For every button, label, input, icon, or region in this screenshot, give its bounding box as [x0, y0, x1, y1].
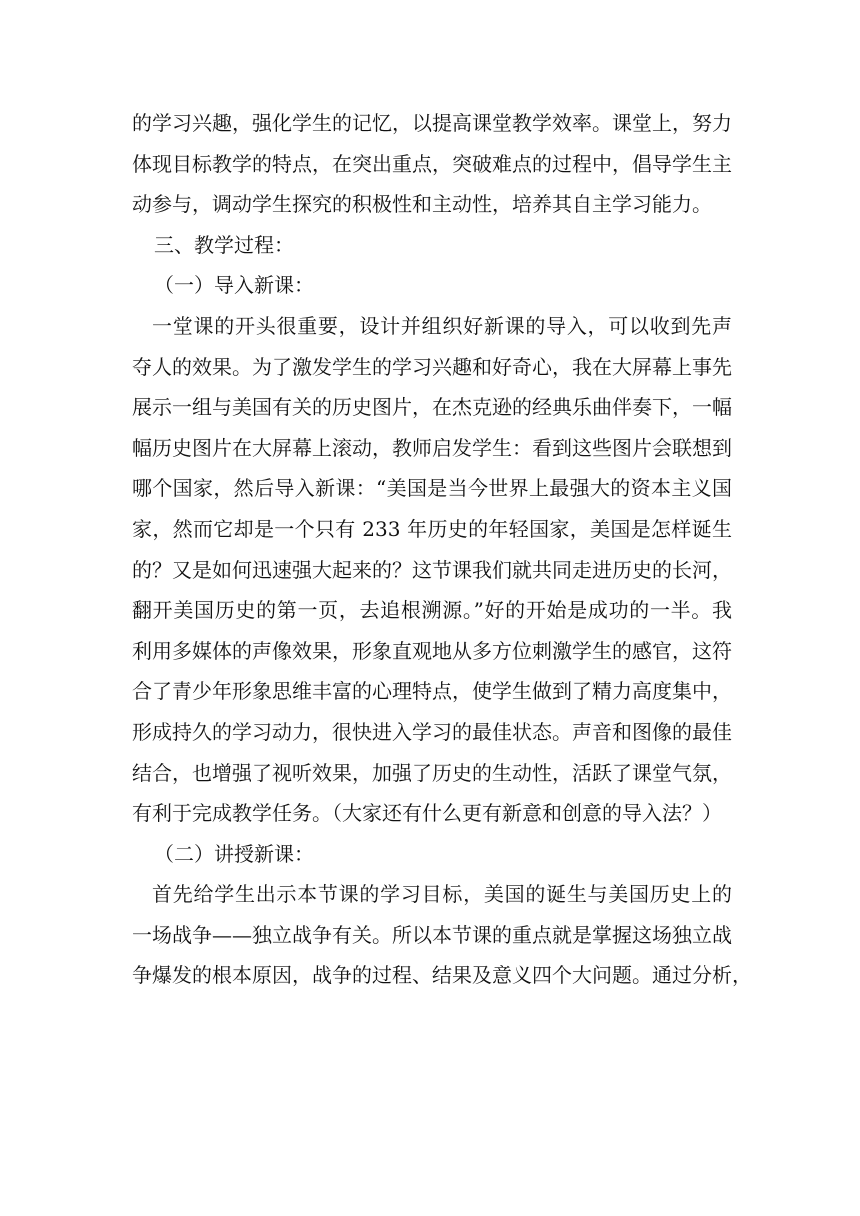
text-line: 利用多媒体的声像效果，形象直观地从多方位刺激学生的感官，这符	[132, 638, 732, 663]
text-line: 体现目标教学的特点，在突出重点，突破难点的过程中，倡导学生主	[132, 151, 732, 176]
text-line: 形成持久的学习动力，很快进入学习的最佳状态。声音和图像的最佳	[132, 719, 732, 744]
text-line: 展示一组与美国有关的历史图片，在杰克逊的经典乐曲伴奏下，一幅	[132, 395, 732, 420]
text-line: 首先给学生出示本节课的学习目标，美国的诞生与美国历史上的	[152, 882, 732, 907]
text-line: 有利于完成教学任务。（大家还有什么更有新意和创意的导入法？）	[132, 801, 722, 826]
section-heading: 三、教学过程：	[154, 232, 294, 257]
text-line: 家，然而它却是一个只有 233 年历史的年轻国家，美国是怎样诞生	[132, 516, 732, 541]
subsection-heading: （一）导入新课：	[154, 273, 314, 298]
text-line: 一场战争——独立战争有关。所以本节课的重点就是掌握这场独立战	[132, 922, 732, 947]
text-line: 幅历史图片在大屏幕上滚动，教师启发学生：看到这些图片会联想到	[132, 435, 732, 460]
document-body	[132, 103, 752, 996]
text-line: 合了青少年形象思维丰富的心理特点，使学生做到了精力高度集中，	[132, 679, 732, 704]
text-line: 的？又是如何迅速强大起来的？这节课我们就共同走进历史的长河，	[132, 557, 732, 582]
text-line: 翻开美国历史的第一页，去追根溯源。”好的开始是成功的一半。我	[132, 598, 732, 623]
text-line: 哪个国家，然后导入新课：“美国是当今世界上最强大的资本主义国	[132, 476, 732, 501]
text-line: 夺人的效果。为了激发学生的学习兴趣和好奇心，我在大屏幕上事先	[132, 354, 732, 379]
subsection-heading: （二）讲授新课：	[154, 841, 314, 866]
text-line: 结合，也增强了视听效果，加强了历史的生动性，活跃了课堂气氛，	[132, 760, 732, 785]
text-line: 一堂课的开头很重要，设计并组织好新课的导入，可以收到先声	[152, 313, 732, 338]
text-line: 争爆发的根本原因，战争的过程、结果及意义四个大问题。通过分析，	[132, 963, 752, 988]
text-line: 动参与，调动学生探究的积极性和主动性，培养其自主学习能力。	[132, 192, 712, 217]
text-line: 的学习兴趣，强化学生的记忆，以提高课堂教学效率。课堂上，努力	[132, 111, 732, 135]
